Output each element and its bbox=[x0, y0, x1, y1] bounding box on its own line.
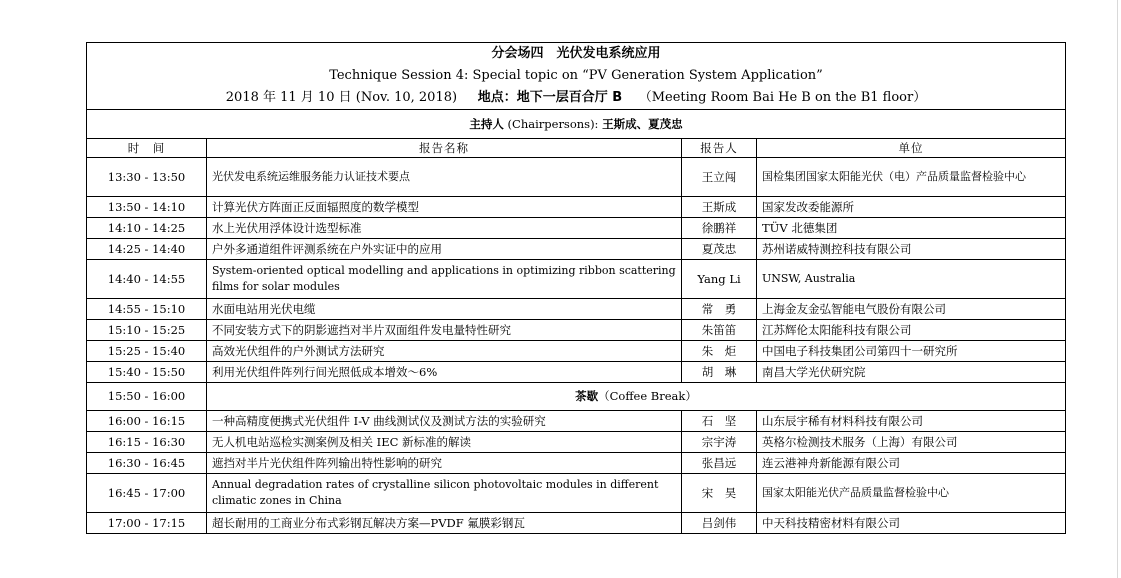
break-time: 15:50 - 16:00 bbox=[87, 383, 207, 411]
row-speaker: 张昌远 bbox=[682, 453, 757, 474]
table-row bbox=[87, 362, 1066, 383]
row-time: 13:30 - 13:50 bbox=[87, 158, 207, 197]
venue-en: （Meeting Room Bai He B on the B1 floor） bbox=[638, 90, 927, 105]
table-row bbox=[87, 218, 1066, 239]
table-row bbox=[87, 474, 1066, 513]
row-speaker: 宋 昊 bbox=[682, 474, 757, 513]
row-time: 16:45 - 17:00 bbox=[87, 474, 207, 513]
table-row bbox=[87, 197, 1066, 218]
break-section bbox=[87, 383, 1066, 411]
row-time: 14:55 - 15:10 bbox=[87, 299, 207, 320]
row-time: 15:40 - 15:50 bbox=[87, 362, 207, 383]
row-title: Annual degradation rates of crystalline silicon photovoltaic modules in different climatic zones in China bbox=[207, 474, 682, 513]
row-speaker: 王立闯 bbox=[682, 158, 757, 197]
row-time: 14:10 - 14:25 bbox=[87, 218, 207, 239]
break-label-en: （Coffee Break） bbox=[598, 389, 697, 403]
chair-names: 王斯成、夏茂忠 bbox=[602, 116, 683, 131]
table-row bbox=[87, 299, 1066, 320]
row-time: 16:15 - 16:30 bbox=[87, 432, 207, 453]
date-en: (Nov. 10, 2018) bbox=[355, 90, 458, 105]
row-unit: 苏州诺威特测控科技有限公司 bbox=[757, 239, 1066, 260]
row-time: 16:00 - 16:15 bbox=[87, 411, 207, 432]
table-row bbox=[87, 260, 1066, 299]
row-title: 遮挡对半片光伏组件阵列输出特性影响的研究 bbox=[207, 453, 682, 474]
row-speaker: 吕剑伟 bbox=[682, 513, 757, 534]
row-title: 高效光伏组件的户外测试方法研究 bbox=[207, 341, 682, 362]
table-row bbox=[87, 411, 1066, 432]
row-time: 13:50 - 14:10 bbox=[87, 197, 207, 218]
row-speaker: 徐鹏祥 bbox=[682, 218, 757, 239]
talks-after-break bbox=[87, 411, 1066, 534]
row-unit: 国家发改委能源所 bbox=[757, 197, 1066, 218]
row-unit: 国家太阳能光伏产品质量监督检验中心 bbox=[757, 474, 1066, 513]
row-unit: 南昌大学光伏研究院 bbox=[757, 362, 1066, 383]
row-unit: 上海金友金弘智能电气股份有限公司 bbox=[757, 299, 1066, 320]
row-title: 无人机电站巡检实测案例及相关 IEC 新标准的解读 bbox=[207, 432, 682, 453]
col-header-title: 报告名称 bbox=[207, 139, 682, 158]
session-schedule-table bbox=[86, 42, 1066, 534]
row-speaker: 朱 炬 bbox=[682, 341, 757, 362]
table-row bbox=[87, 158, 1066, 197]
row-time: 15:25 - 15:40 bbox=[87, 341, 207, 362]
row-speaker: 胡 琳 bbox=[682, 362, 757, 383]
column-header-row bbox=[87, 139, 1066, 158]
col-header-time: 时 间 bbox=[87, 139, 207, 158]
session-title-zh: 分会场四 光伏发电系统应用 bbox=[491, 46, 661, 61]
session-header bbox=[87, 43, 1066, 110]
row-speaker: 宗宇涛 bbox=[682, 432, 757, 453]
row-title: 利用光伏组件阵列行间光照低成本增效～6% bbox=[207, 362, 682, 383]
col-header-speaker: 报告人 bbox=[682, 139, 757, 158]
row-title: 水上光伏用浮体设计选型标准 bbox=[207, 218, 682, 239]
row-unit: 中天科技精密材料有限公司 bbox=[757, 513, 1066, 534]
row-speaker: 常 勇 bbox=[682, 299, 757, 320]
row-speaker: 夏茂忠 bbox=[682, 239, 757, 260]
row-speaker: Yang Li bbox=[682, 260, 757, 299]
row-title: 计算光伏方阵面正反面辐照度的数学模型 bbox=[207, 197, 682, 218]
row-time: 16:30 - 16:45 bbox=[87, 453, 207, 474]
row-time: 15:10 - 15:25 bbox=[87, 320, 207, 341]
row-title: 户外多通道组件评测系统在户外实证中的应用 bbox=[207, 239, 682, 260]
row-speaker: 石 坚 bbox=[682, 411, 757, 432]
col-header-unit: 单位 bbox=[757, 139, 1066, 158]
talks-before-break bbox=[87, 158, 1066, 383]
row-time: 14:25 - 14:40 bbox=[87, 239, 207, 260]
row-unit: 山东辰宇稀有材料科技有限公司 bbox=[757, 411, 1066, 432]
row-speaker: 王斯成 bbox=[682, 197, 757, 218]
row-unit: 英格尔检测技术服务（上海）有限公司 bbox=[757, 432, 1066, 453]
row-time: 17:00 - 17:15 bbox=[87, 513, 207, 534]
row-title: 不同安装方式下的阴影遮挡对半片双面组件发电量特性研究 bbox=[207, 320, 682, 341]
table-row bbox=[87, 432, 1066, 453]
table-row bbox=[87, 320, 1066, 341]
row-speaker: 朱笛笛 bbox=[682, 320, 757, 341]
chair-label-zh: 主持人 bbox=[469, 116, 504, 131]
session-title-en: Technique Session 4: Special topic on “PV Generation System Application” bbox=[329, 68, 823, 83]
date-zh: 2018 年 11 月 10 日 bbox=[225, 90, 352, 105]
table-row bbox=[87, 239, 1066, 260]
page-edge-line bbox=[1117, 0, 1118, 578]
chair-label-en: (Chairpersons): bbox=[507, 116, 599, 131]
row-unit: 国检集团国家太阳能光伏（电）产品质量监督检验中心 bbox=[757, 158, 1066, 197]
row-time: 14:40 - 14:55 bbox=[87, 260, 207, 299]
chairpersons-row bbox=[87, 110, 1066, 139]
row-title: 光伏发电系统运维服务能力认证技术要点 bbox=[207, 158, 682, 197]
row-title: 水面电站用光伏电缆 bbox=[207, 299, 682, 320]
break-label-zh: 茶歇 bbox=[575, 389, 599, 403]
row-unit: TÜV 北德集团 bbox=[757, 218, 1066, 239]
table-row bbox=[87, 341, 1066, 362]
table-row bbox=[87, 513, 1066, 534]
row-title: 一种高精度便携式光伏组件 I-V 曲线测试仪及测试方法的实验研究 bbox=[207, 411, 682, 432]
row-title: 超长耐用的工商业分布式彩钢瓦解决方案—PVDF 氟膜彩钢瓦 bbox=[207, 513, 682, 534]
table-row bbox=[87, 453, 1066, 474]
row-unit: 中国电子科技集团公司第四十一研究所 bbox=[757, 341, 1066, 362]
break-label bbox=[207, 383, 1066, 411]
row-unit: UNSW, Australia bbox=[757, 260, 1066, 299]
row-unit: 江苏辉伦太阳能科技有限公司 bbox=[757, 320, 1066, 341]
row-unit: 连云港神舟新能源有限公司 bbox=[757, 453, 1066, 474]
row-title: System-oriented optical modelling and applications in optimizing ribbon scattering films for solar modules bbox=[207, 260, 682, 299]
coffee-break-row bbox=[87, 383, 1066, 411]
session-date-venue bbox=[92, 87, 1060, 109]
venue-zh: 地点：地下一层百合厅 B bbox=[477, 90, 623, 105]
